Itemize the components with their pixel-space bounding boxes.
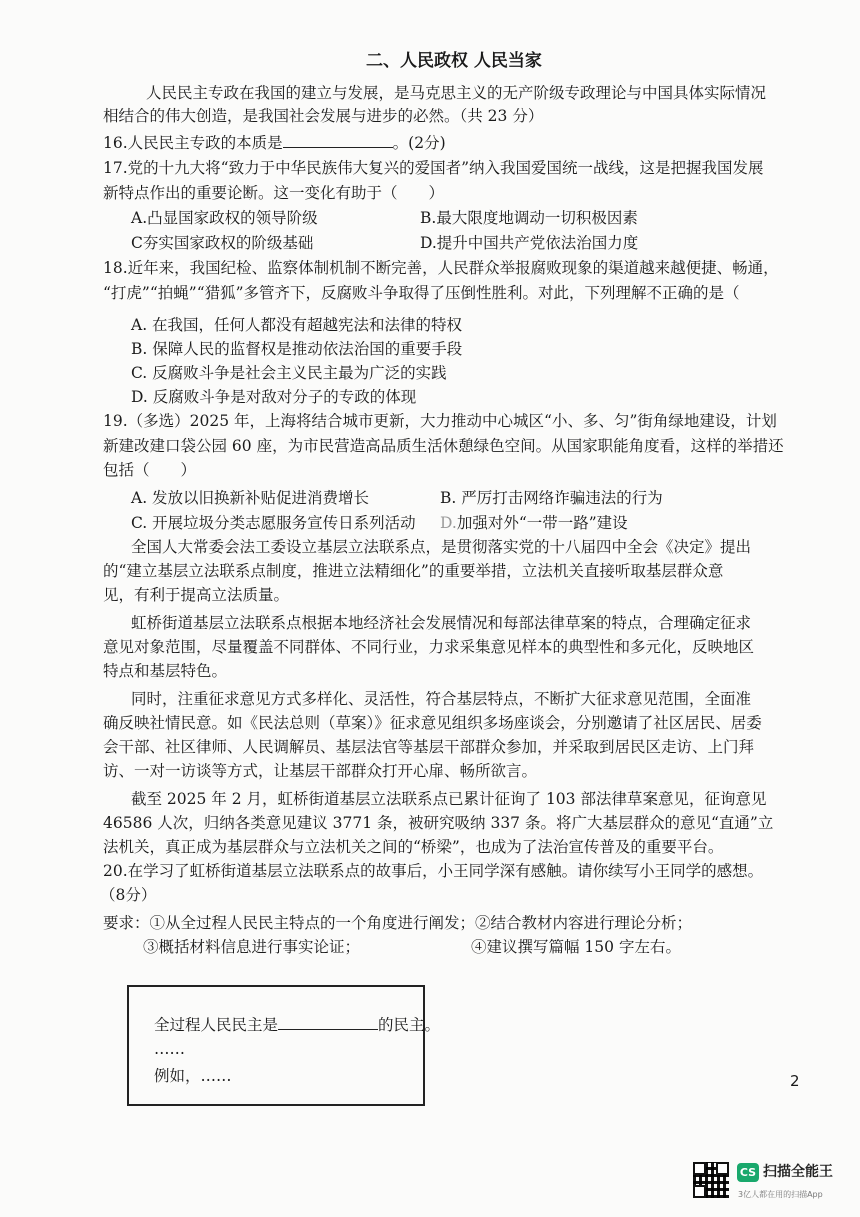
q20-requirement: 要求：①从全过程人民民主特点的一个角度进行阐发；②结合教材内容进行理论分析； — [103, 914, 693, 932]
answer-box-prefix: 全过程人民民主是 — [154, 1016, 279, 1034]
q19-option-d-text: 加强对外“一带一路”建设 — [456, 514, 628, 532]
q17-option-d: D.提升中国共产党依法治国力度 — [420, 234, 639, 252]
q18-stem: 18.近年来，我国纪检、监察体制机制不断完善，人民群众举报腐败现象的渠道越来越便捷、畅通， — [103, 259, 779, 277]
material-paragraph: 全国人大常委会法工委设立基层立法联系点，是贯彻落实党的十八届四中全会《决定》提出 — [131, 538, 752, 556]
q18-option-d: D. 反腐败斗争是对敌对分子的专政的体现 — [131, 388, 417, 406]
answer-box-line — [154, 1013, 440, 1036]
scanner-app-name: 扫描全能王 — [763, 1164, 833, 1180]
q20-stem: （8分） — [100, 886, 157, 904]
answer-box-suffix: 的民主。 — [378, 1016, 441, 1034]
q18-option-c: C. 反腐败斗争是社会主义民主最为广泛的实践 — [131, 364, 447, 382]
material-paragraph: 访、一对一访谈等方式，让基层干部群众打开心扉、畅所欲言。 — [103, 762, 538, 780]
answer-box-example: 例如，…… — [154, 1067, 232, 1085]
q16-score: 。(2分) — [392, 134, 446, 152]
q19-stem: 19.（多选）2025 年，上海将结合城市更新，大力推动中心城区“小、多、匀”街角绿地建设，计划 — [103, 412, 777, 430]
material-paragraph: 同时，注重征求意见方式多样化、灵活性，符合基层特点，不断扩大征求意见范围，全面准 — [131, 690, 752, 708]
material-paragraph: 的“建立基层立法联系点制度，推进立法精细化”的重要举措，立法机关直接听取基层群众意 — [103, 562, 724, 580]
question-16 — [103, 131, 446, 154]
q19-stem: 包括（ ） — [103, 461, 197, 479]
material-paragraph: 意见对象范围，尽量覆盖不同群体、不同行业，力求采集意见样本的典型性和多元化，反映地区 — [103, 638, 755, 656]
q17-option-b: B.最大限度地调动一切积极因素 — [420, 209, 638, 227]
intro-line: 人民民主专政在我国的建立与发展，是马克思主义的无产阶级专政理论与中国具体实际情况 — [146, 84, 767, 102]
scanner-logo-icon: CS — [737, 1163, 759, 1182]
section-title: 二、人民政权 人民当家 — [366, 51, 542, 71]
q17-option-a: A.凸显国家政权的领导阶级 — [131, 209, 318, 227]
q20-stem: 20.在学习了虹桥街道基层立法联系点的故事后，小王同学深有感触。请你续写小王同学的感想。 — [103, 862, 764, 880]
q17-stem: 新特点作出的重要论断。这一变化有助于（ ） — [103, 184, 445, 202]
material-paragraph: 法机关，真正成为基层群众与立法机关之间的“桥梁”，也成为了法治宣传普及的重要平台。 — [103, 838, 724, 856]
q19-option-d-mark: D. — [440, 514, 457, 532]
q19-stem: 新建改建口袋公园 60 座，为市民营造高品质生活休憩绿色空间。从国家职能角度看，这样的举措还 — [103, 437, 784, 455]
scanner-tagline: 3亿人都在用的扫描App — [738, 1190, 823, 1199]
q18-option-a: A. 在我国，任何人都没有超越宪法和法律的特权 — [131, 316, 463, 334]
q19-option-c: C. 开展垃圾分类志愿服务宣传日系列活动 — [131, 514, 416, 532]
q18-stem: “打虎”“拍蝇”“猎狐”多管齐下，反腐败斗争取得了压倒性胜利。对此，下列理解不正确的是（ — [103, 284, 740, 302]
qr-code-icon — [693, 1162, 729, 1198]
material-paragraph: 会干部、社区律师、人民调解员、基层法官等基层干部群众参加，并采取到居民区走访、上门拜 — [103, 738, 755, 756]
material-paragraph: 特点和基层特色。 — [103, 662, 228, 680]
q17-stem: 17.党的十九大将“致力于中华民族伟大复兴的爱国者”纳入我国爱国统一战线，这是把握我国发展 — [103, 159, 764, 177]
q19-option-d — [440, 512, 628, 534]
q17-option-c: C夯实国家政权的阶级基础 — [131, 234, 314, 252]
answer-blank[interactable] — [278, 1013, 378, 1030]
answer-blank[interactable] — [283, 131, 393, 148]
material-paragraph: 46586 人次，归纳各类意见建议 3771 条，被研究吸纳 337 条。将广大基层群众的意见“直通”立 — [103, 814, 774, 832]
q20-requirement: ④建议撰写篇幅 150 字左右。 — [471, 938, 681, 956]
answer-box-ellipsis: …… — [154, 1040, 185, 1058]
q19-option-b: B. 严厉打击网络诈骗违法的行为 — [440, 489, 663, 507]
material-paragraph: 截至 2025 年 2 月，虹桥街道基层立法联系点已累计征询了 103 部法律草案意见，征询意见 — [131, 790, 767, 808]
q19-option-a: A. 发放以旧换新补贴促进消费增长 — [131, 489, 370, 507]
intro-line: 相结合的伟大创造，是我国社会发展与进步的必然。（共 23 分） — [103, 107, 544, 125]
q20-requirement: ③概括材料信息进行事实论证； — [143, 938, 361, 956]
q16-stem: 16.人民民主专政的本质是 — [103, 134, 283, 152]
page-number: 2 — [790, 1072, 800, 1090]
q18-option-b: B. 保障人民的监督权是推动依法治国的重要手段 — [131, 340, 463, 358]
material-paragraph: 确反映社情民意。如《民法总则（草案）》征求意见组织多场座谈会，分别邀请了社区居民、居委 — [103, 714, 762, 732]
material-paragraph: 见，有利于提高立法质量。 — [103, 586, 290, 604]
material-paragraph: 虹桥街道基层立法联系点根据本地经济社会发展情况和每部法律草案的特点，合理确定征求 — [131, 614, 752, 632]
